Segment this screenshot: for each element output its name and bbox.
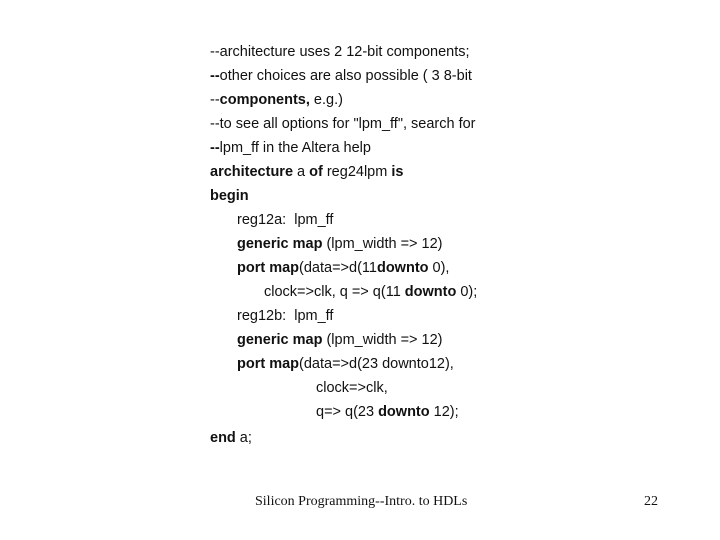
code-line bbox=[237, 234, 443, 254]
code-keyword: components, bbox=[219, 92, 310, 108]
code-line bbox=[210, 42, 470, 62]
code-line bbox=[316, 378, 388, 398]
code-text: a bbox=[293, 164, 310, 180]
code-text: 0); bbox=[456, 284, 478, 300]
code-text: (lpm_width => 12) bbox=[322, 332, 443, 348]
code-keyword: begin bbox=[210, 188, 249, 204]
code-text: reg24lpm bbox=[322, 164, 392, 180]
code-text: --to see all options for "lpm_ff", search for bbox=[210, 116, 476, 132]
code-text: q=> q(23 bbox=[316, 404, 379, 420]
code-keyword: is bbox=[391, 164, 404, 180]
code-line bbox=[210, 66, 472, 86]
code-keyword: generic map bbox=[237, 236, 323, 252]
code-line bbox=[210, 186, 249, 206]
code-line bbox=[210, 162, 403, 182]
code-text: reg12b: lpm_ff bbox=[237, 308, 334, 324]
code-text: (data=>d(11 bbox=[299, 260, 377, 276]
code-line bbox=[237, 306, 333, 326]
code-text: e.g.) bbox=[309, 92, 343, 108]
code-keyword: downto bbox=[376, 260, 429, 276]
code-line bbox=[264, 282, 477, 302]
code-line bbox=[210, 428, 252, 448]
code-text: clock=>clk, bbox=[316, 380, 388, 396]
code-keyword: of bbox=[309, 164, 323, 180]
code-line bbox=[237, 210, 333, 230]
code-keyword: downto bbox=[378, 404, 430, 420]
code-keyword: port map bbox=[237, 356, 300, 372]
code-text: lpm_ff in the Altera help bbox=[219, 140, 371, 156]
code-text: --architecture uses 2 12-bit components; bbox=[210, 44, 470, 60]
page-number: 22 bbox=[644, 494, 658, 509]
code-text: 12); bbox=[429, 404, 459, 420]
code-keyword: end bbox=[210, 430, 236, 446]
code-line bbox=[237, 354, 454, 374]
code-line bbox=[210, 114, 476, 134]
code-text: 0), bbox=[428, 260, 450, 276]
code-line bbox=[316, 402, 459, 422]
code-keyword: port map bbox=[237, 260, 300, 276]
code-text: reg12a: lpm_ff bbox=[237, 212, 334, 228]
code-line bbox=[210, 90, 343, 110]
code-keyword: generic map bbox=[237, 332, 323, 348]
code-text: a; bbox=[235, 430, 252, 446]
code-keyword: -- bbox=[210, 140, 220, 156]
code-text: -- bbox=[210, 92, 220, 108]
code-text: (data=>d(23 downto12), bbox=[299, 356, 454, 372]
footer bbox=[0, 494, 720, 518]
code-text: (lpm_width => 12) bbox=[322, 236, 443, 252]
footer-title: Silicon Programming--Intro. to HDLs bbox=[255, 494, 468, 509]
code-line bbox=[237, 330, 443, 350]
code-line bbox=[237, 258, 449, 278]
code-keyword: downto bbox=[404, 284, 457, 300]
code-text: clock=>clk, q => q(11 bbox=[264, 284, 405, 300]
code-line bbox=[210, 138, 371, 158]
code-text: other choices are also possible ( 3 8-bit bbox=[219, 68, 472, 84]
code-keyword: architecture bbox=[210, 164, 294, 180]
code-keyword: -- bbox=[210, 68, 220, 84]
